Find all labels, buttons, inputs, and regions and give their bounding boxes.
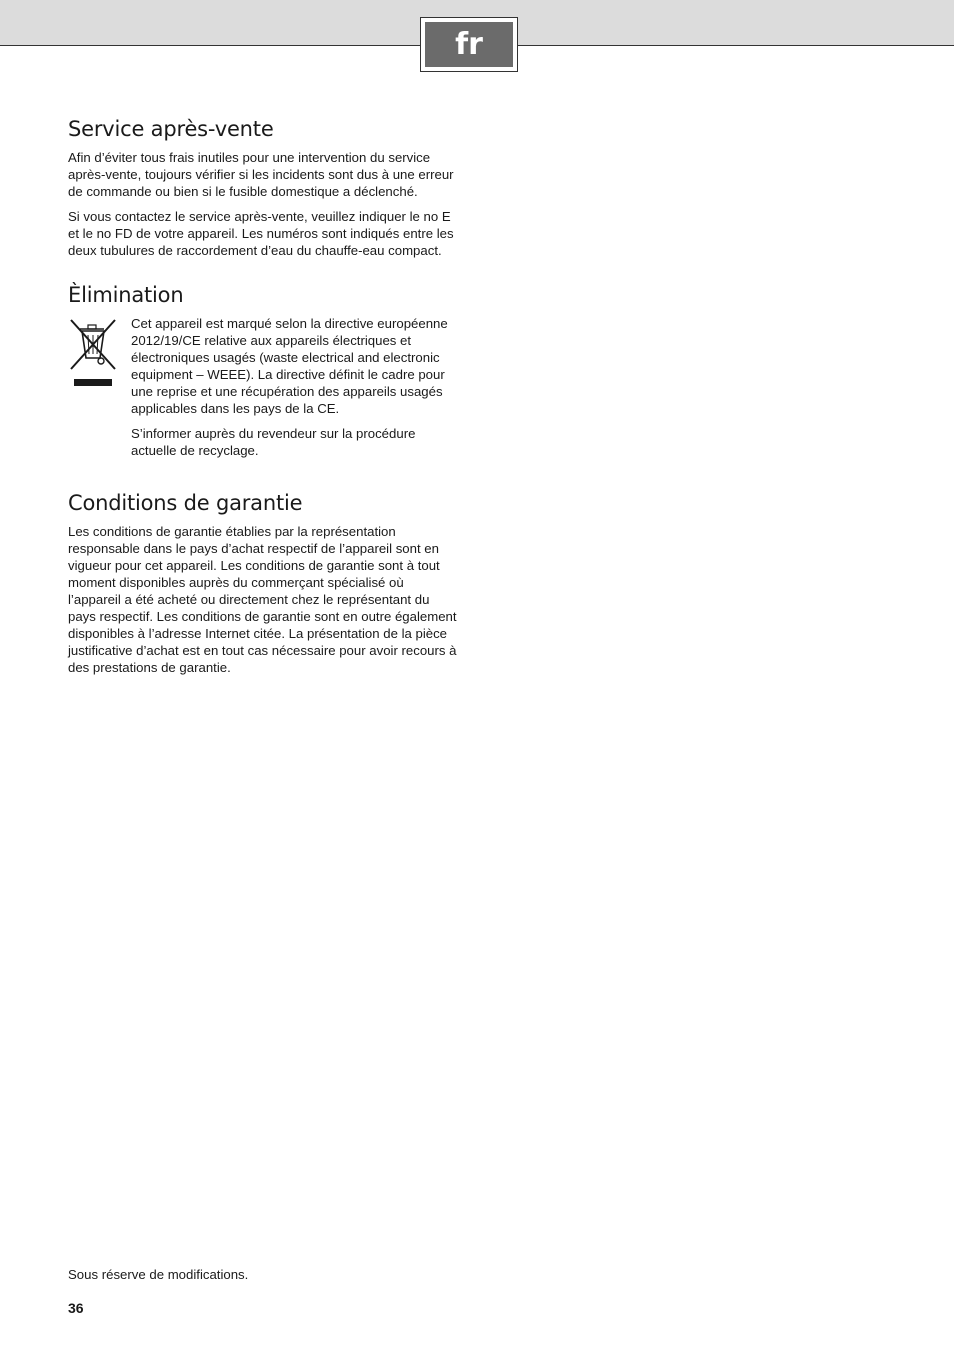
disposal-paragraph-1: Cet appareil est marqué selon la directive européenne 2012/19/CE relative aux appareils électriques et électroniques usagés (waste electrical and electronic equipment – WEEE). La directive définit le cadre pour une reprise et une récupération des appareils usagés applicables dans les pays de la CE.	[131, 316, 448, 416]
section-service	[68, 117, 458, 259]
service-paragraph-1: Afin d’éviter tous frais inutiles pour une intervention du service après-vente, toujours vérifier si les incidents sont dus à une erreur de commande ou bien si le fusible domestique a déclenché.	[68, 150, 454, 199]
warranty-paragraph-1: Les conditions de garantie établies par la représentation responsable dans le pays d’achat respectif de l’appareil sont en vigueur pour cet appareil. Les conditions de garantie sont à tout moment disponibles auprès du commerçant spécialisé où l’appareil a été acheté ou directement chez le représentant du pays respectif. Les conditions de garantie sont en outre également disponibles à l’adresse Internet citée. La présentation de la pièce justificative d’achat est en tout cas nécessaire pour avoir recours à des prestations de garantie.	[68, 524, 457, 675]
section-title-warranty: Conditions de garantie	[68, 491, 303, 515]
weee-crossed-bin-icon	[68, 315, 131, 392]
section-disposal	[68, 283, 458, 467]
section-title-service: Service après-vente	[68, 117, 274, 141]
service-paragraph-2: Si vous contactez le service après-vente, veuillez indiquer le no E et le no FD de votre appareil. Les numéros sont indiqués entre les deux tubulures de raccordement d’eau du chauffe-eau compact.	[68, 209, 454, 258]
language-tab-label: fr	[425, 22, 513, 67]
disposal-text	[131, 315, 458, 467]
page-number: 36	[68, 1300, 84, 1316]
disposal-paragraph-2: S’informer auprès du revendeur sur la procédure actuelle de recyclage.	[131, 426, 416, 458]
language-tab	[420, 17, 518, 72]
main-column	[68, 117, 458, 700]
section-title-disposal: Èlimination	[68, 283, 184, 307]
disposal-row	[68, 315, 458, 467]
section-warranty	[68, 491, 458, 676]
footer-note: Sous réserve de modifications.	[68, 1267, 249, 1282]
